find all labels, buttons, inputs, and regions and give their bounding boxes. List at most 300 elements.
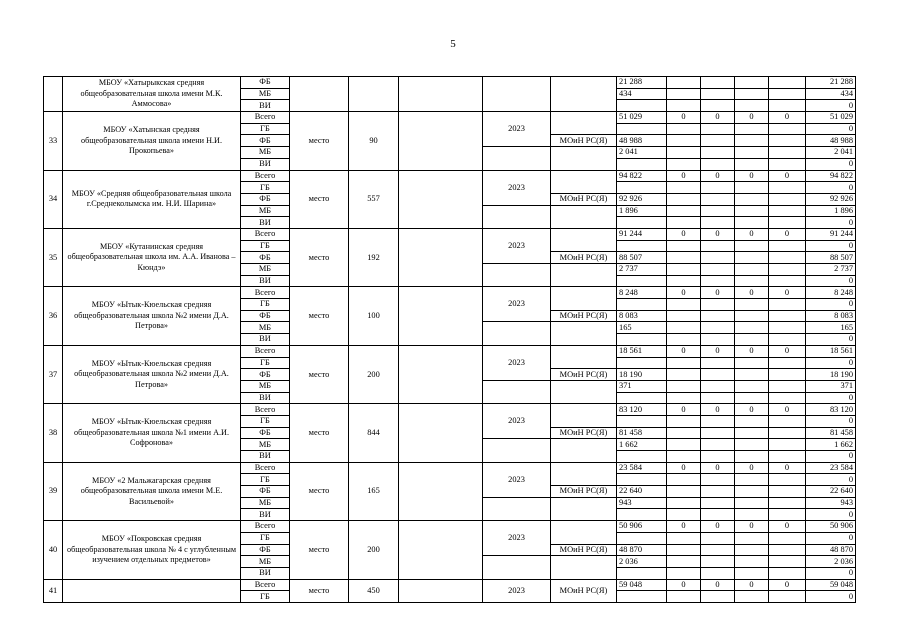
completion-year: 2023 <box>483 579 551 602</box>
empty-cell <box>551 380 617 403</box>
empty-cell <box>399 579 483 602</box>
row-number: 40 <box>44 521 63 579</box>
empty-cell <box>399 170 483 228</box>
responsible-executor: МОиН РС(Я) <box>551 369 617 381</box>
amount-value <box>735 310 769 322</box>
amount-value <box>769 275 806 287</box>
amount-value: 0 <box>735 112 769 124</box>
amount-value <box>769 147 806 159</box>
amount-value <box>617 240 667 252</box>
amount-value <box>735 100 769 112</box>
amount-value <box>617 275 667 287</box>
investment-table <box>43 76 856 603</box>
amount-value: 0 <box>667 228 701 240</box>
amount-value: 434 <box>617 88 667 100</box>
amount-value <box>667 217 701 229</box>
total-value: 0 <box>806 532 856 544</box>
amount-value <box>667 486 701 498</box>
row-number: 33 <box>44 112 63 170</box>
row-number: 36 <box>44 287 63 345</box>
capacity-value: 200 <box>349 521 399 579</box>
amount-value <box>667 252 701 264</box>
amount-value <box>667 322 701 334</box>
page-number: 5 <box>450 38 456 50</box>
funding-source: ВИ <box>241 100 290 112</box>
amount-value <box>735 158 769 170</box>
amount-value <box>701 205 735 217</box>
amount-value <box>735 369 769 381</box>
amount-value: 0 <box>701 579 735 591</box>
funding-source: ФБ <box>241 252 290 264</box>
amount-value <box>735 427 769 439</box>
amount-value <box>617 182 667 194</box>
amount-value <box>701 217 735 229</box>
amount-value <box>617 123 667 135</box>
amount-value <box>769 532 806 544</box>
amount-value <box>667 380 701 392</box>
amount-value <box>617 567 667 579</box>
amount-value <box>667 299 701 311</box>
responsible-executor: МОиН РС(Я) <box>551 310 617 322</box>
amount-value <box>701 591 735 603</box>
amount-value: 0 <box>735 404 769 416</box>
amount-value: 1 896 <box>617 205 667 217</box>
funding-source: ГБ <box>241 182 290 194</box>
table-body <box>44 77 856 603</box>
total-value: 0 <box>806 158 856 170</box>
empty-cell <box>399 521 483 579</box>
funding-source: МБ <box>241 322 290 334</box>
amount-value <box>735 556 769 568</box>
table-row <box>44 170 856 182</box>
amount-value <box>701 532 735 544</box>
amount-value <box>617 100 667 112</box>
funding-source: ФБ <box>241 544 290 556</box>
amount-value <box>701 88 735 100</box>
amount-value <box>735 567 769 579</box>
amount-value: 0 <box>701 345 735 357</box>
amount-value <box>735 193 769 205</box>
total-value: 18 190 <box>806 369 856 381</box>
amount-value: 48 870 <box>617 544 667 556</box>
amount-value: 0 <box>735 170 769 182</box>
empty-cell <box>551 287 617 310</box>
completion-year: 2023 <box>483 112 551 147</box>
funding-source: ФБ <box>241 427 290 439</box>
amount-value: 92 926 <box>617 193 667 205</box>
amount-value: 0 <box>769 287 806 299</box>
amount-value <box>735 135 769 147</box>
completion-year: 2023 <box>483 287 551 322</box>
empty-cell <box>483 380 551 403</box>
amount-value <box>617 217 667 229</box>
amount-value <box>735 123 769 135</box>
amount-value <box>667 556 701 568</box>
total-value: 51 029 <box>806 112 856 124</box>
amount-value: 18 190 <box>617 369 667 381</box>
amount-value <box>701 556 735 568</box>
amount-value <box>769 240 806 252</box>
funding-source: Всего <box>241 287 290 299</box>
amount-value <box>769 123 806 135</box>
total-value: 0 <box>806 415 856 427</box>
amount-value: 0 <box>769 404 806 416</box>
amount-value <box>769 158 806 170</box>
row-number: 38 <box>44 404 63 462</box>
amount-value: 0 <box>735 287 769 299</box>
amount-value <box>701 427 735 439</box>
amount-value <box>769 77 806 89</box>
amount-value <box>667 392 701 404</box>
completion-year: 2023 <box>483 462 551 497</box>
amount-value <box>667 193 701 205</box>
amount-value: 0 <box>701 521 735 533</box>
total-value: 2 036 <box>806 556 856 568</box>
empty-cell <box>551 521 617 544</box>
row-number: 35 <box>44 228 63 286</box>
table-row <box>44 521 856 533</box>
funding-source: ГБ <box>241 474 290 486</box>
amount-value <box>769 357 806 369</box>
amount-value <box>617 509 667 521</box>
responsible-executor: МОиН РС(Я) <box>551 252 617 264</box>
funding-source: Всего <box>241 112 290 124</box>
funding-source: ГБ <box>241 532 290 544</box>
amount-value <box>667 357 701 369</box>
amount-value: 2 041 <box>617 147 667 159</box>
amount-value: 81 458 <box>617 427 667 439</box>
total-value: 0 <box>806 451 856 463</box>
completion-year: 2023 <box>483 170 551 205</box>
amount-value <box>769 497 806 509</box>
amount-value <box>701 123 735 135</box>
amount-value <box>735 264 769 276</box>
funding-source: ФБ <box>241 369 290 381</box>
table-row <box>44 345 856 357</box>
amount-value: 8 248 <box>617 287 667 299</box>
institution-name: МБОУ «Кутанинская средняя общеобразовательная школа им. А.А. Иванова – Кюндэ» <box>63 228 241 286</box>
amount-value <box>735 544 769 556</box>
amount-value: 88 507 <box>617 252 667 264</box>
amount-value <box>735 486 769 498</box>
amount-value <box>735 591 769 603</box>
amount-value <box>701 486 735 498</box>
row-number: 37 <box>44 345 63 403</box>
amount-value <box>735 88 769 100</box>
funding-source: ВИ <box>241 509 290 521</box>
institution-name <box>63 579 241 602</box>
amount-value: 0 <box>667 345 701 357</box>
amount-value <box>701 497 735 509</box>
amount-value <box>701 567 735 579</box>
amount-value <box>617 334 667 346</box>
funding-source: Всего <box>241 228 290 240</box>
amount-value <box>769 135 806 147</box>
amount-value: 0 <box>769 579 806 591</box>
total-value: 94 822 <box>806 170 856 182</box>
capacity-value: 844 <box>349 404 399 462</box>
amount-value <box>735 275 769 287</box>
amount-value <box>769 567 806 579</box>
empty-cell <box>551 556 617 579</box>
funding-source: Всего <box>241 404 290 416</box>
total-value: 0 <box>806 357 856 369</box>
amount-value <box>769 544 806 556</box>
total-value: 48 988 <box>806 135 856 147</box>
unit-of-measure: место <box>290 404 349 462</box>
amount-value <box>769 205 806 217</box>
table-row <box>44 462 856 474</box>
amount-value <box>769 264 806 276</box>
amount-value <box>701 310 735 322</box>
empty-cell <box>551 147 617 170</box>
total-value: 0 <box>806 392 856 404</box>
amount-value: 59 048 <box>617 579 667 591</box>
amount-value <box>667 474 701 486</box>
total-value: 0 <box>806 509 856 521</box>
funding-source: МБ <box>241 497 290 509</box>
amount-value <box>667 369 701 381</box>
empty-cell <box>551 112 617 135</box>
funding-source: ВИ <box>241 392 290 404</box>
amount-value <box>701 252 735 264</box>
amount-value <box>701 193 735 205</box>
unit-of-measure: место <box>290 579 349 602</box>
completion-year <box>483 77 551 112</box>
amount-value <box>617 591 667 603</box>
capacity-value <box>349 77 399 112</box>
capacity-value: 100 <box>349 287 399 345</box>
amount-value <box>701 100 735 112</box>
unit-of-measure: место <box>290 345 349 403</box>
funding-source: ВИ <box>241 451 290 463</box>
amount-value <box>701 451 735 463</box>
amount-value <box>667 591 701 603</box>
empty-cell <box>483 147 551 170</box>
total-value: 0 <box>806 182 856 194</box>
total-value: 0 <box>806 123 856 135</box>
amount-value: 22 640 <box>617 486 667 498</box>
funding-source: ГБ <box>241 415 290 427</box>
institution-name: МБОУ «Средняя общеобразовательная школа г.Среднеколымска им. Н.И. Шарина» <box>63 170 241 228</box>
amount-value <box>735 322 769 334</box>
amount-value <box>735 451 769 463</box>
amount-value <box>617 357 667 369</box>
amount-value <box>667 567 701 579</box>
amount-value <box>667 182 701 194</box>
table-row <box>44 404 856 416</box>
amount-value <box>701 380 735 392</box>
unit-of-measure: место <box>290 462 349 520</box>
amount-value: 0 <box>667 404 701 416</box>
total-value: 0 <box>806 567 856 579</box>
table-row <box>44 112 856 124</box>
row-number: 41 <box>44 579 63 602</box>
amount-value <box>617 451 667 463</box>
amount-value: 0 <box>667 112 701 124</box>
amount-value <box>701 544 735 556</box>
empty-cell <box>483 322 551 345</box>
amount-value <box>735 217 769 229</box>
amount-value <box>769 556 806 568</box>
total-value: 0 <box>806 299 856 311</box>
unit-of-measure <box>290 77 349 112</box>
amount-value: 0 <box>701 170 735 182</box>
empty-cell <box>483 497 551 520</box>
amount-value <box>701 357 735 369</box>
total-value: 0 <box>806 240 856 252</box>
amount-value <box>667 205 701 217</box>
amount-value: 2 036 <box>617 556 667 568</box>
amount-value <box>667 415 701 427</box>
amount-value: 23 584 <box>617 462 667 474</box>
amount-value: 0 <box>667 521 701 533</box>
capacity-value: 557 <box>349 170 399 228</box>
total-value: 81 458 <box>806 427 856 439</box>
total-value: 21 288 <box>806 77 856 89</box>
amount-value <box>667 532 701 544</box>
amount-value: 0 <box>769 228 806 240</box>
funding-source: ГБ <box>241 591 290 603</box>
total-value: 1 896 <box>806 205 856 217</box>
empty-cell <box>399 404 483 462</box>
amount-value: 2 737 <box>617 264 667 276</box>
empty-cell <box>399 462 483 520</box>
amount-value <box>617 415 667 427</box>
institution-name: МБОУ «Хатынская средняя общеобразовательная школа имени Н.И. Прокопьева» <box>63 112 241 170</box>
funding-source: МБ <box>241 380 290 392</box>
empty-cell <box>551 322 617 345</box>
amount-value: 371 <box>617 380 667 392</box>
completion-year: 2023 <box>483 345 551 380</box>
amount-value <box>735 439 769 451</box>
responsible-executor: МОиН РС(Я) <box>551 579 617 602</box>
total-value: 92 926 <box>806 193 856 205</box>
total-value: 91 244 <box>806 228 856 240</box>
table-row <box>44 579 856 591</box>
total-value: 8 248 <box>806 287 856 299</box>
amount-value <box>667 439 701 451</box>
amount-value: 51 029 <box>617 112 667 124</box>
amount-value <box>769 299 806 311</box>
amount-value <box>735 509 769 521</box>
amount-value: 0 <box>769 462 806 474</box>
empty-cell <box>399 345 483 403</box>
amount-value <box>701 135 735 147</box>
funding-source: Всего <box>241 345 290 357</box>
amount-value: 0 <box>667 462 701 474</box>
amount-value <box>667 240 701 252</box>
empty-cell <box>551 228 617 251</box>
total-value: 0 <box>806 334 856 346</box>
amount-value <box>769 88 806 100</box>
total-value: 1 662 <box>806 439 856 451</box>
amount-value <box>667 544 701 556</box>
total-value: 0 <box>806 591 856 603</box>
amount-value <box>701 334 735 346</box>
funding-source: ГБ <box>241 123 290 135</box>
amount-value <box>735 380 769 392</box>
responsible-executor: МОиН РС(Я) <box>551 193 617 205</box>
amount-value <box>769 380 806 392</box>
amount-value <box>701 299 735 311</box>
funding-source: ФБ <box>241 486 290 498</box>
amount-value <box>701 275 735 287</box>
amount-value <box>735 182 769 194</box>
amount-value <box>735 77 769 89</box>
amount-value <box>667 427 701 439</box>
completion-year: 2023 <box>483 228 551 263</box>
funding-source: МБ <box>241 264 290 276</box>
amount-value: 1 662 <box>617 439 667 451</box>
funding-source: ВИ <box>241 567 290 579</box>
amount-value: 0 <box>701 112 735 124</box>
amount-value <box>769 322 806 334</box>
amount-value <box>769 439 806 451</box>
amount-value <box>735 205 769 217</box>
funding-source: Всего <box>241 579 290 591</box>
funding-source: ВИ <box>241 334 290 346</box>
responsible-executor: МОиН РС(Я) <box>551 427 617 439</box>
empty-cell <box>399 77 483 112</box>
funding-source: ФБ <box>241 310 290 322</box>
row-number: 34 <box>44 170 63 228</box>
amount-value <box>701 439 735 451</box>
amount-value <box>701 182 735 194</box>
amount-value <box>769 474 806 486</box>
amount-value <box>701 240 735 252</box>
amount-value <box>735 334 769 346</box>
amount-value <box>617 158 667 170</box>
total-value: 434 <box>806 88 856 100</box>
total-value: 48 870 <box>806 544 856 556</box>
amount-value: 0 <box>735 521 769 533</box>
capacity-value: 165 <box>349 462 399 520</box>
unit-of-measure: место <box>290 112 349 170</box>
amount-value <box>701 322 735 334</box>
institution-name: МБОУ «2 Мальжагарская средняя общеобразовательная школа имени М.Е. Васильевой» <box>63 462 241 520</box>
table-row <box>44 228 856 240</box>
total-value: 18 561 <box>806 345 856 357</box>
total-value: 0 <box>806 275 856 287</box>
funding-source: ВИ <box>241 275 290 287</box>
total-value: 0 <box>806 100 856 112</box>
completion-year: 2023 <box>483 404 551 439</box>
unit-of-measure: место <box>290 228 349 286</box>
amount-value: 94 822 <box>617 170 667 182</box>
total-value: 371 <box>806 380 856 392</box>
funding-source: МБ <box>241 556 290 568</box>
amount-value <box>667 147 701 159</box>
amount-value <box>667 509 701 521</box>
institution-name: МБОУ «Ытык-Кюельская средняя общеобразовательная школа №2 имени Д.А. Петрова» <box>63 287 241 345</box>
row-number <box>44 77 63 112</box>
total-value: 2 041 <box>806 147 856 159</box>
funding-source: МБ <box>241 439 290 451</box>
funding-source: ФБ <box>241 135 290 147</box>
amount-value: 0 <box>735 462 769 474</box>
amount-value <box>769 182 806 194</box>
amount-value: 0 <box>769 170 806 182</box>
responsible-executor: МОиН РС(Я) <box>551 135 617 147</box>
amount-value: 0 <box>701 287 735 299</box>
amount-value <box>667 264 701 276</box>
funding-source: МБ <box>241 205 290 217</box>
empty-cell <box>551 205 617 228</box>
unit-of-measure: место <box>290 287 349 345</box>
amount-value <box>769 591 806 603</box>
institution-name: МБОУ «Ытык-Кюельская средняя общеобразовательная школа №1 имени А.И. Софронова» <box>63 404 241 462</box>
